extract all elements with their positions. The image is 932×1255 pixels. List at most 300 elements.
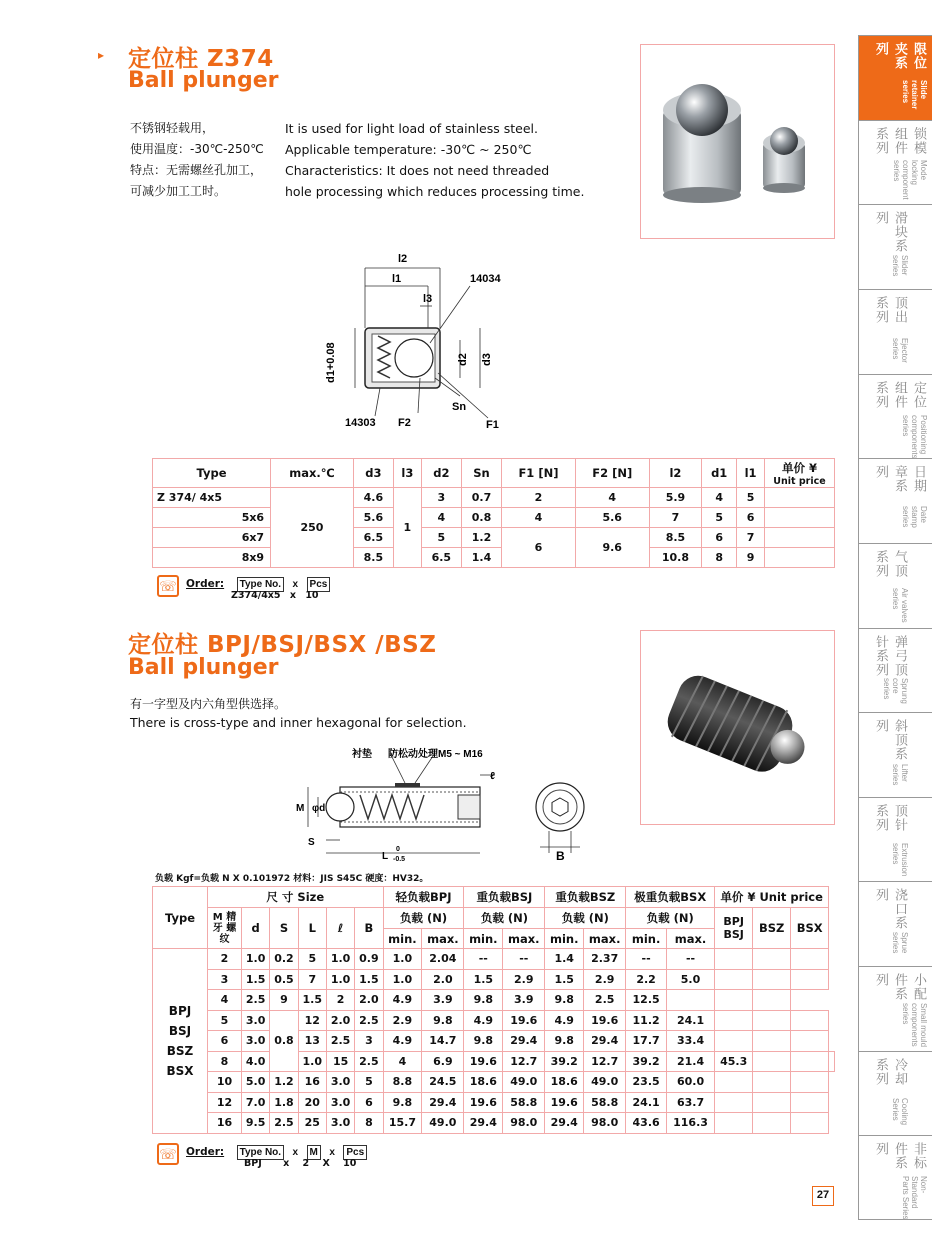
table-cell: 29.4: [503, 1031, 545, 1052]
cell-d3: 6.5: [353, 528, 393, 548]
sidebar-item[interactable]: [859, 543, 932, 628]
table-row: [153, 548, 835, 568]
sidebar-item-en: Air valves series: [891, 588, 909, 624]
table-cell: 98.0: [584, 1113, 626, 1134]
cell-price: [829, 1051, 835, 1072]
th-m: M 精牙 螺纹: [208, 908, 242, 949]
section-arrow-icon: ▸: [98, 48, 105, 62]
sidebar-item[interactable]: [859, 712, 932, 797]
sidebar-item[interactable]: [859, 35, 932, 120]
cell-price: [791, 1092, 829, 1113]
table-cell: 1.5: [464, 969, 503, 990]
sidebar-item[interactable]: [859, 1051, 932, 1136]
sidebar-item-cn: 顶出系列: [873, 295, 907, 324]
th-price: 单价 ¥ Unit price: [715, 887, 829, 908]
label-tol-top: 0: [396, 846, 400, 853]
sidebar-item-text: [871, 1142, 928, 1220]
sidebar-item-text: [871, 973, 928, 1051]
table-row: [153, 528, 835, 548]
th-min: min.: [464, 929, 503, 949]
table-cell: 10: [208, 1072, 242, 1093]
cell-type-group: [153, 949, 208, 1134]
table-cell: 2: [326, 990, 354, 1011]
cell-price: [765, 528, 835, 548]
label-f2: F2: [398, 417, 411, 429]
cell-price: [753, 1072, 791, 1093]
label-d3: d3: [481, 353, 493, 366]
label-gasket: 衬垫: [352, 749, 372, 760]
cell-sn: 0.8: [461, 508, 501, 528]
cell-f2: 9.6: [575, 528, 649, 568]
order-box-pcs: Pcs: [343, 1145, 367, 1160]
order-example-x: x: [283, 1158, 290, 1169]
table-cell: 4.9: [383, 990, 422, 1011]
section1-title-en: Ball plunger: [128, 68, 279, 93]
table-cell: 58.8: [584, 1092, 626, 1113]
table-cell: 0.8: [270, 1010, 298, 1072]
table-cell: 6.9: [422, 1051, 464, 1072]
desc-cn-line: 不锈钢轻载用，: [130, 121, 215, 135]
th-sn: Sn: [461, 459, 501, 488]
sidebar-item-cn: 顶针系列: [873, 803, 907, 832]
table-cell: 63.7: [666, 1092, 714, 1113]
label-d2: d2: [457, 353, 469, 366]
section1-desc-en: [285, 118, 625, 202]
sidebar-item-text: [871, 296, 909, 374]
cell-price: [666, 990, 714, 1011]
sidebar-item-text: [871, 42, 928, 120]
sidebar-item-text: [871, 211, 909, 289]
table-cell: 9.8: [545, 990, 584, 1011]
label-l: L: [382, 851, 389, 862]
cell-price: [715, 1031, 753, 1052]
cell-f2: 5.6: [575, 508, 649, 528]
sidebar-item-cn: 日期章系列: [873, 465, 926, 494]
table-cell: 12: [298, 1010, 326, 1031]
table-cell: 58.8: [503, 1092, 545, 1113]
table-cell: 3: [208, 969, 242, 990]
table-cell: --: [666, 949, 714, 970]
table-row: [153, 1113, 835, 1134]
table-cell: 16: [208, 1113, 242, 1134]
table-cell: 20: [298, 1092, 326, 1113]
label-l-small: ℓ: [490, 771, 495, 782]
product-photo-bpj: [640, 630, 835, 825]
sidebar-item-cn: 滑块系列: [873, 211, 907, 254]
table-cell: 24.5: [422, 1072, 464, 1093]
sidebar-item[interactable]: [859, 458, 932, 543]
cell-price: [791, 969, 829, 990]
cell-l2: 8.5: [649, 528, 702, 548]
table-cell: 19.6: [503, 1010, 545, 1031]
table-cell: 39.2: [545, 1051, 584, 1072]
type-name: BSJ: [168, 1023, 192, 1038]
sidebar-item-en: Mode locking component series: [892, 160, 928, 200]
cell-d3: 8.5: [353, 548, 393, 568]
table-cell: 1.5: [545, 969, 584, 990]
table-cell: 21.4: [666, 1051, 714, 1072]
section2-title-cn: 定位柱 BPJ/BSJ/BSX /BSZ: [128, 632, 437, 658]
cell-d2: 5: [421, 528, 461, 548]
table-cell: 3.9: [422, 990, 464, 1011]
phone-icon: ☏: [157, 1143, 179, 1165]
order-x: x: [292, 1147, 299, 1158]
order-example-x: X: [322, 1158, 330, 1169]
sidebar-item-en: Slider series: [891, 255, 909, 277]
series-sidebar: [858, 35, 932, 1220]
cell-price: [715, 1072, 753, 1093]
table-cell: 6: [208, 1031, 242, 1052]
table-cell: 2.5: [242, 990, 270, 1011]
cell-price: [753, 1092, 791, 1113]
cell-f2: 4: [575, 488, 649, 508]
table-cell: 1.8: [270, 1092, 298, 1113]
order-box-m: M: [307, 1145, 321, 1160]
order-example-1: [231, 590, 319, 601]
cell-price: [765, 548, 835, 568]
th-d3: d3: [353, 459, 393, 488]
th-max: max.: [666, 929, 714, 949]
cell-f1: 2: [502, 488, 576, 508]
table-cell: 4.0: [242, 1051, 270, 1072]
table-cell: 8: [355, 1113, 383, 1134]
cell-d1: 8: [702, 548, 737, 568]
cell-l2: 5.9: [649, 488, 702, 508]
table-cell: 33.4: [666, 1031, 714, 1052]
table-row: [153, 1031, 835, 1052]
order-box-pcs: Pcs: [307, 577, 331, 592]
order-x: x: [329, 1147, 335, 1158]
th-l2: l2: [649, 459, 702, 488]
table-cell: 9.8: [422, 1010, 464, 1031]
table-cell: 8.8: [383, 1072, 422, 1093]
sidebar-item[interactable]: [859, 881, 932, 966]
th-load-n: 负载 (N): [383, 908, 464, 929]
th-type: Type: [153, 459, 271, 488]
table-cell: 2.0: [422, 969, 464, 990]
sidebar-item-cn: 定位组件系列: [873, 380, 926, 409]
label-part-14303: 14303: [345, 417, 376, 429]
table-cell: 19.6: [464, 1051, 503, 1072]
cell-price: [753, 1113, 791, 1134]
table-cell: 3: [355, 1031, 383, 1052]
th-f2: F2 [N]: [575, 459, 649, 488]
table-cell: 6: [355, 1092, 383, 1113]
cell-d1: 6: [702, 528, 737, 548]
table-cell: 14.7: [422, 1031, 464, 1052]
sidebar-item[interactable]: [859, 966, 932, 1051]
sidebar-item-en: Extrusion series: [891, 842, 909, 877]
cell-d2: 6.5: [421, 548, 461, 568]
th-s: S: [270, 908, 298, 949]
desc-cn-line: 可减少加工工时。: [130, 184, 227, 198]
section2-title-en: Ball plunger: [128, 655, 279, 680]
table-cell: 60.0: [666, 1072, 714, 1093]
cell-price: [715, 990, 753, 1011]
table-cell: 1.4: [545, 949, 584, 970]
sidebar-item-cn: 斜顶系列: [873, 719, 907, 762]
table-cell: 18.6: [545, 1072, 584, 1093]
table-cell: 1.0: [298, 1051, 326, 1072]
th-l: L: [298, 908, 326, 949]
sidebar-item-en: Slide retainer series: [901, 79, 928, 110]
th-load-n: 负载 (N): [464, 908, 545, 929]
table-cell: 39.2: [626, 1051, 667, 1072]
sidebar-item-cn: 浇口系列: [873, 888, 907, 931]
order-example-2: [244, 1158, 356, 1169]
drawing-z374: [320, 248, 520, 433]
table-cell: 19.6: [464, 1092, 503, 1113]
table-cell: 1.0: [326, 969, 354, 990]
sidebar-item-text: [871, 550, 909, 628]
table-cell: 0.5: [270, 969, 298, 990]
cell-price: [715, 1092, 753, 1113]
label-l3: l3: [423, 293, 433, 305]
table-cell: 1.0: [326, 949, 354, 970]
table-cell: 43.6: [626, 1113, 667, 1134]
table-cell: 29.4: [584, 1031, 626, 1052]
table-cell: 4.9: [383, 1031, 422, 1052]
sidebar-item-text: [871, 465, 928, 543]
desc-cn-line: 特点：无需螺丝孔加工，: [130, 163, 263, 177]
type-name: BSX: [166, 1063, 194, 1078]
table-row: [153, 990, 835, 1011]
type-name: BSZ: [166, 1043, 194, 1058]
table-cell: 2.5: [270, 1113, 298, 1134]
cell-d3: 5.6: [353, 508, 393, 528]
table-cell: 2.9: [503, 969, 545, 990]
sidebar-item[interactable]: [859, 797, 932, 882]
cell-l3: 1: [393, 488, 421, 568]
load-note: 负载 Kgf=负载 N X 0.101972 材料：JIS S45C 硬度：HV32。: [155, 874, 429, 884]
sidebar-item-en: Date stamp series: [901, 506, 928, 528]
th-price-en: Unit price: [773, 475, 826, 487]
section2-desc-en: There is cross-type and inner hexagonal for selection.: [130, 715, 467, 730]
order-example-x: x: [289, 590, 296, 601]
cell-price: [765, 488, 835, 508]
th-price-bsx: BSX: [791, 908, 829, 949]
label-d1: d1+0.08: [325, 342, 337, 383]
sidebar-item[interactable]: [859, 120, 932, 205]
table-cell: 5: [355, 1072, 383, 1093]
sidebar-item-en: Small mould components series: [901, 1003, 928, 1048]
cell-sn: 1.4: [461, 548, 501, 568]
order-box-type: Type No.: [237, 1145, 284, 1160]
th-price-bpj-bsj: BPJ BSJ: [715, 908, 753, 949]
th-max: max.: [584, 929, 626, 949]
cell-price: [715, 949, 753, 970]
order-label: Order:: [186, 578, 225, 590]
sidebar-item-text: [871, 127, 928, 205]
label-m: M: [296, 803, 305, 814]
table-cell: 5: [298, 949, 326, 970]
table-cell: 9.8: [545, 1031, 584, 1052]
table-cell: 3.0: [326, 1113, 354, 1134]
table-cell: 19.6: [584, 1010, 626, 1031]
table-cell: 9.8: [464, 990, 503, 1011]
cell-price: [753, 949, 791, 970]
label-b: B: [556, 849, 565, 863]
table-cell: 1.5: [242, 969, 270, 990]
cell-price: [765, 508, 835, 528]
table-cell: 2.9: [584, 969, 626, 990]
label-lock: 防松动处理M5 ~ M16: [388, 749, 483, 760]
sidebar-item-text: [871, 1058, 909, 1136]
cell-type: 5x6: [153, 508, 271, 528]
cell-f1: 6: [502, 528, 576, 568]
product-photo-z374: [640, 44, 835, 239]
drawing-bpj: [290, 745, 590, 865]
sidebar-item-cn: 锁模组件系列: [873, 126, 926, 155]
label-phi-d: φd: [312, 803, 326, 814]
table-cell: 2.5: [355, 1051, 383, 1072]
th-load-bsx: 极重负载BSX: [626, 887, 715, 908]
table-cell: 4.9: [464, 1010, 503, 1031]
sidebar-item-cn: 小配件系列: [873, 973, 926, 1002]
sidebar-item-en: Sprue series: [891, 931, 909, 954]
label-sn: Sn: [452, 401, 467, 413]
table-cell: 17.7: [626, 1031, 667, 1052]
th-load-bsj: 重负载BSJ: [464, 887, 545, 908]
table-row: [153, 1051, 835, 1072]
cell-sn: 1.2: [461, 528, 501, 548]
table-cell: 1.0: [383, 969, 422, 990]
order-example-type: BPJ: [244, 1158, 262, 1169]
th-load-bsz: 重负载BSZ: [545, 887, 626, 908]
cell-price: [753, 969, 791, 990]
table-cell: 1.5: [298, 990, 326, 1011]
section2-desc-cn: 有一字型及内六角型供选择。: [130, 697, 287, 711]
table-row: [153, 949, 835, 970]
table-cell: 15: [326, 1051, 354, 1072]
table-cell: 4: [208, 990, 242, 1011]
sidebar-item-cn: 非标件系列: [873, 1142, 926, 1171]
table-cell: 9.5: [242, 1113, 270, 1134]
table-row: [153, 1010, 835, 1031]
table-cell: 5: [208, 1010, 242, 1031]
desc-en-line: Applicable temperature: -30℃ ~ 250℃: [285, 142, 532, 157]
th-min: min.: [626, 929, 667, 949]
table-cell: 4.9: [545, 1010, 584, 1031]
table-cell: 24.1: [626, 1092, 667, 1113]
cell-price: [791, 1031, 829, 1052]
cell-price: [753, 1010, 791, 1031]
table-body: [153, 949, 835, 1134]
table-cell: 7.0: [242, 1092, 270, 1113]
section1-desc-cn: [130, 118, 280, 202]
phone-icon: ☏: [157, 575, 179, 597]
cell-d1: 4: [702, 488, 737, 508]
label-part-14034: 14034: [470, 273, 501, 285]
cell-price: [715, 1010, 753, 1031]
sidebar-item-en: Positioning components series: [901, 414, 928, 459]
sidebar-item-en: Lifter series: [891, 764, 909, 786]
order-example-type: Z374/4x5: [231, 590, 281, 601]
table-cell: 49.0: [503, 1072, 545, 1093]
type-name: BPJ: [168, 1003, 192, 1018]
cell-price: [753, 990, 791, 1011]
desc-cn-line: 使用温度：-30℃-250℃: [130, 142, 264, 156]
table-cell: 9: [270, 990, 298, 1011]
table-cell: 4: [383, 1051, 422, 1072]
th-d2: d2: [421, 459, 461, 488]
cell-price: [791, 949, 829, 970]
th-min: min.: [383, 929, 422, 949]
th-size: 尺 寸 Size: [208, 887, 384, 908]
cell-price: [791, 1010, 829, 1031]
table-cell: 29.4: [545, 1113, 584, 1134]
sidebar-item-cn: 气顶系列: [873, 549, 907, 578]
th-b: B: [355, 908, 383, 949]
th-l1: l1: [737, 459, 765, 488]
cell-price: [753, 1031, 791, 1052]
cell-l1: 9: [737, 548, 765, 568]
cell-d2: 3: [421, 488, 461, 508]
sidebar-item-text: [871, 888, 909, 966]
label-tol-bot: -0.5: [393, 856, 406, 863]
th-price: [765, 459, 835, 488]
table-cell: 0.9: [355, 949, 383, 970]
table-cell: 98.0: [503, 1113, 545, 1134]
order-example-qty: 10: [305, 590, 319, 601]
table-cell: 12.7: [584, 1051, 626, 1072]
table-cell: 2.0: [326, 1010, 354, 1031]
table-cell: --: [464, 949, 503, 970]
sidebar-item[interactable]: [859, 289, 932, 374]
table-cell: 19.6: [545, 1092, 584, 1113]
table-cell: --: [626, 949, 667, 970]
sidebar-item[interactable]: [859, 374, 932, 459]
sidebar-item[interactable]: [859, 1135, 932, 1220]
sidebar-item-en: Sprung core series: [882, 678, 909, 704]
sidebar-item-text: [871, 635, 909, 713]
th-type: Type: [153, 887, 208, 949]
label-s: S: [308, 837, 315, 848]
table-cell: 1.2: [270, 1072, 298, 1093]
cell-l1: 7: [737, 528, 765, 548]
label-l2: l2: [398, 253, 408, 265]
sidebar-item[interactable]: [859, 204, 932, 289]
sidebar-item-text: [871, 381, 928, 459]
table-cell: 45.3: [715, 1051, 753, 1072]
table-cell: 2.37: [584, 949, 626, 970]
table-cell: 49.0: [422, 1113, 464, 1134]
sidebar-item-en: Ejector series: [891, 338, 909, 363]
table-row: [153, 1072, 835, 1093]
table-cell: 3.9: [503, 990, 545, 1011]
table-cell: 2.5: [355, 1010, 383, 1031]
order-example-qty: 10: [343, 1158, 357, 1169]
table-cell: 18.6: [464, 1072, 503, 1093]
table-row: [153, 508, 835, 528]
table-cell: 3.0: [326, 1092, 354, 1113]
cell-price: [791, 1072, 829, 1093]
th-f1: F1 [N]: [502, 459, 576, 488]
cell-type: 8x9: [153, 548, 271, 568]
table-cell: 2.0: [355, 990, 383, 1011]
sidebar-bottom-border: [859, 1219, 932, 1220]
sidebar-item-text: [871, 804, 909, 882]
cell-price: [715, 1113, 753, 1134]
table-cell: 7: [298, 969, 326, 990]
table-cell: 5.0: [666, 969, 714, 990]
sidebar-item[interactable]: [859, 628, 932, 713]
desc-en-line: hole processing which reduces processing time.: [285, 184, 585, 199]
table-cell: 1.5: [355, 969, 383, 990]
table-cell: 12.5: [626, 990, 667, 1011]
table-cell: 5.0: [242, 1072, 270, 1093]
table-cell: 9.8: [464, 1031, 503, 1052]
